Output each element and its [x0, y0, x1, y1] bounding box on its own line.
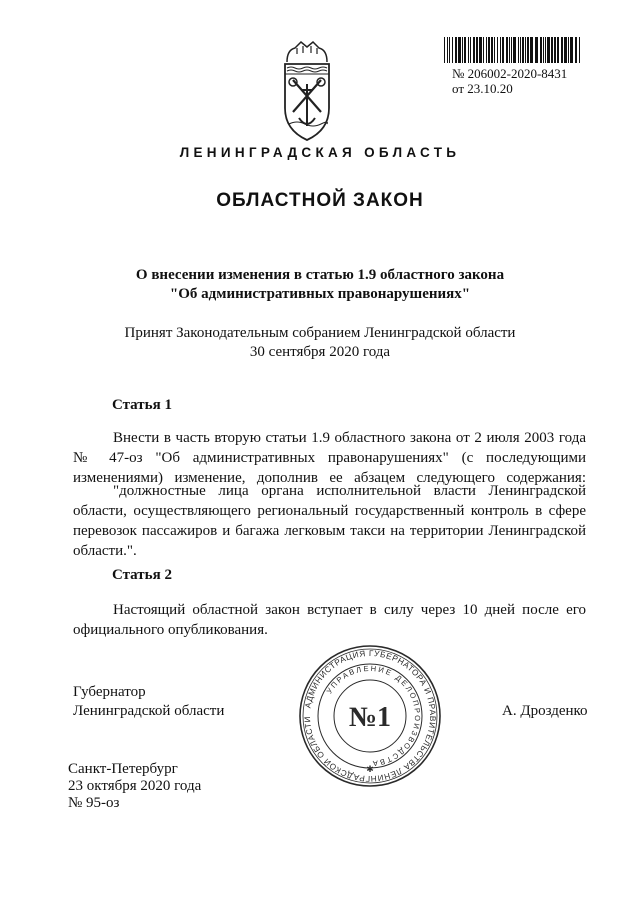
seal-inner-text: УПРАВЛЕНИЕ ДЕЛОПРОИЗВОДСТВА: [324, 663, 423, 769]
law-number: № 95-оз: [68, 795, 120, 811]
adoption-line-1: Принят Законодательным собранием Ленинградской области: [124, 325, 516, 341]
text-line: Настоящий областной закон вступает в силу через 10 дней после его: [113, 602, 586, 618]
text-line: области, осуществляющего региональный государственный контроль в сфере: [73, 503, 586, 519]
text-line: области.".: [73, 543, 137, 559]
document-type-title: ОБЛАСТНОЙ ЗАКОН: [216, 190, 424, 211]
article-2-paragraph: [73, 600, 586, 640]
signing-place: Санкт-Петербург: [68, 761, 178, 777]
law-name-line-2: "Об административных правонарушениях": [169, 286, 471, 302]
article-1-paragraph-1: [73, 428, 586, 488]
seal-center-number: №1: [348, 702, 392, 733]
barcode: [444, 37, 580, 63]
seal-outer-text: АДМИНИСТРАЦИЯ ГУБЕРНАТОРА И ПРАВИТЕЛЬСТВА ЛЕНИНГРАДСКОЙ ОБЛАСТИ: [302, 648, 438, 784]
star-icon: ✱: [366, 764, 374, 774]
signing-date: 23 октября 2020 года: [68, 778, 202, 794]
text-line: официального опубликования.: [73, 622, 268, 638]
signer-title-line-2: Ленинградской области: [73, 703, 225, 719]
text-line: Внести в часть вторую статьи 1.9 областного закона от 2 июля 2003 года: [113, 430, 586, 446]
signer-name: А. Дрозденко: [502, 703, 588, 719]
signer-title-line-1: Губернатор: [73, 684, 146, 700]
registration-date: от 23.10.20: [452, 81, 513, 96]
adoption-date: 30 сентября 2020 года: [249, 344, 391, 360]
law-name-line-1: О внесении изменения в статью 1.9 областного закона: [135, 267, 505, 283]
text-line: "должностные лица органа исполнительной власти Ленинградской: [113, 483, 586, 499]
official-seal: [298, 644, 442, 788]
registration-number: № 206002-2020-8431: [452, 66, 568, 81]
text-line: изменениями) изменение, дополнив ее абзацем следующего содержания:: [73, 470, 586, 486]
article-1-quoted-paragraph: [73, 481, 586, 561]
text-line: № 47-оз "Об административных правонарушениях" (с последующими: [73, 450, 586, 466]
text-line: перевозок пассажиров и багажа легковым такси на территории Ленинградской: [73, 523, 586, 539]
article-1-heading: Статья 1: [112, 397, 172, 413]
region-title: ЛЕНИНГРАДСКАЯ ОБЛАСТЬ: [179, 145, 461, 160]
article-2-heading: Статья 2: [112, 567, 172, 583]
coat-of-arms-emblem: [281, 40, 333, 142]
